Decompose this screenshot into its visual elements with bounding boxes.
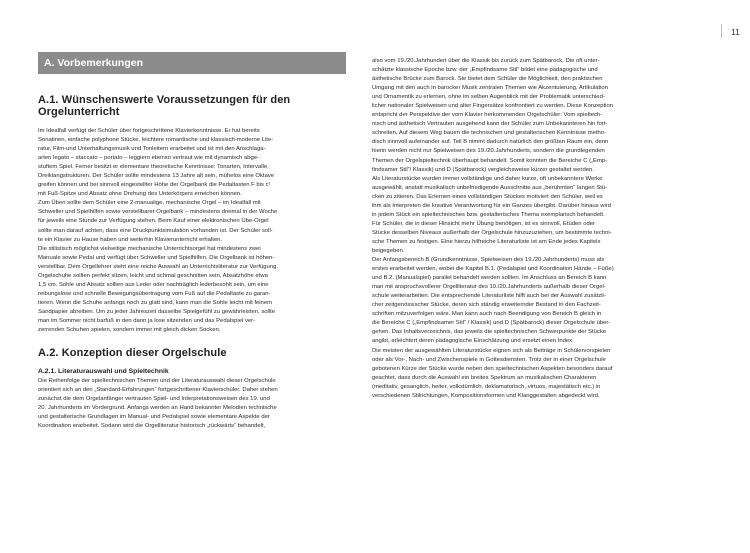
text-line: licher nationaler Spielweisen und alter Fingersätze konfrontiert zu werden. Diese Konzeption — [372, 103, 613, 110]
text-line: Schweller und Spielhilfen sowie verstellbarer Orgelbank – mindestens dreimal in der Woche — [38, 209, 278, 216]
text-line: Umgang mit den auch in barocker Musik zentralen Themen wie Akzentuierung, Artikulation — [372, 85, 608, 92]
text-line: nisch und ästhetisch Vertrauten ausgehend kann der Schüler zum Unbekannteren hin fort- — [372, 121, 608, 128]
text-line: verstellbar. Dem Orgellehrer steht eine reiche Auswahl an Unterrichtsliteratur zur Verfügung. — [38, 263, 278, 270]
text-line: zerrenden Schuhen spielen, sondern immer mit gleich dicken Socken. — [38, 327, 221, 334]
text-line: greifen können und bei sinnvoll eingestellter Höhe der Orgelbank die Pedaltasten F bis c¹ — [38, 182, 271, 189]
text-line: beigegeben. — [372, 247, 405, 254]
a2-heading: A.2. Konzeption dieser Orgelschule — [38, 347, 227, 360]
text-line: erstes erarbeitet werden, wobei die Kapitel B.1. (Pedalspiel und Koordination Hände – Füße) — [372, 266, 614, 273]
a21-heading: A.2.1. Literaturauswahl und Spieltechnik — [38, 368, 169, 376]
text-line: man mit anspruchsvollerer Orgelliteratur des 19./20.Jahrhunderts außerhalb dieser Orgel- — [372, 284, 606, 291]
text-line: Sandpapier abreiben. Um zu jeder Jahreszeit dasselbe Spielgefühl zu gewährleisten, sollte — [38, 308, 276, 315]
text-line: Die meisten der ausgewählten Literaturstücke eignen sich als Beiträge in Schülervorspielen — [372, 347, 611, 354]
a1-heading: A.1. Wünschenswerte Voraussetzungen für den Orgelunterricht — [38, 94, 291, 118]
text-line: ratur, Film-und Unterhaltungsmusik und Tonleitern erarbeitet und ist mit den Anschlaga- — [38, 146, 266, 153]
text-line: Die stilistisch möglichst vielseitige mechanische Unterrichtsorgel hat mindestens zwei — [38, 245, 261, 252]
text-line: ausgewählt, anstatt musikalisch unbefriedigende Ausschnitte aus „berühmten“ langen Stü- — [372, 184, 608, 191]
text-line: Der Anfangsbereich B (Grundkenntnisse, Spielweisen des 19./20.Jahrhunderts) muss als — [372, 257, 605, 264]
text-line: Dreiklangstrukturen. Der Schüler sollte mindestens 13 Jahre alt sein, mühelos eine Oktave — [38, 173, 275, 180]
text-line: (meditativ, gesanglich, heiter, volkstümlich, deklamatorisch, virtuos, majestätisch etc.) in — [372, 383, 601, 390]
a1-paragraph — [38, 127, 346, 335]
text-line: gehen. Das Inhaltsverzeichnis, das jeweils die spieltechnischen Schwerpunkte der Stücke — [372, 329, 607, 336]
text-line: gebotenen Kürze der Stücke wurde neben den spieltechnischen Aspekten besonders darauf — [372, 365, 613, 372]
text-line: in jedem Stück ein spieltechnisches bzw. gestalterisches Thema exemplarisch behandelt. — [372, 211, 605, 218]
a21-paragraph — [38, 377, 346, 431]
text-line: sollte man darauf achten, dass eine Druckpunktsimulation vorhanden ist. Der Schüler soll- — [38, 227, 273, 234]
text-line: mit Fuß-Spitze und Absatz ohne Drehung des Unterkörpers erreichen können. — [38, 191, 242, 198]
text-line: oder als Vor-, Nach- und Zwischenspiele in Gottesdiensten. Trotz der in einer Orgelschule — [372, 356, 606, 363]
text-line: die Bereiche C („Empfindsamer Stil“ / Klassik) und D (Spätbarock) dieser Orgelschule über- — [372, 320, 611, 327]
text-line: Zum Üben sollte dem Schüler eine 2-manualige, mechanische Orgel – im Idealfall mit — [38, 200, 261, 207]
text-line: disch sinnvoll aufeinander auf. Teil B nimmt dadurch natürlich den größten Raum ein, denn — [372, 139, 609, 146]
text-line: Koordination erarbeitet. Sodann wird die Orgelliteratur historisch „rückwärts“ behandelt, — [38, 423, 266, 430]
text-line: und B.2. (Manualspiel) parallel behandelt werden sollten. Im Anschluss an Bereich B kann — [372, 275, 607, 282]
text-line: und Ornamentik zu erlernen, ohne im selben Augenblick mit der Problematik unterschied- — [372, 94, 605, 101]
text-line: findsamer Stil“/ Klassik) und D (Spätbarock) vergleichsweise kürzer gestaltet werden. — [372, 166, 594, 173]
right-column — [372, 57, 690, 401]
text-line: ihm als Interpreten die kreative Verantwortung für ein Ganzes übergibt. Darüber hinaus wird — [372, 202, 612, 209]
text-line: Als Literaturstücke wurden immer vollständige und daher kurze, oft unbekanntere Werke — [372, 175, 603, 182]
text-line: man im Sommer nicht barfuß in den dann ja lose sitzenden und das Pedalspiel ver- — [38, 317, 256, 324]
text-line: angibt, erleichtert deren pädagogische Einschätzung und ersetzt einen Index. — [372, 338, 574, 345]
text-line: zunächst die dem Orgelanfänger vertrauten Spiel- und Interpretationsweisen des 19. und — [38, 396, 270, 403]
text-line: Die Reihenfolge der spieltechnischen Themen und der Literaturauswahl dieser Orgelschule — [38, 378, 276, 385]
text-line: also vom 19./20.Jahrhundert über die Klassik bis zurück zum Spätbarock. Die oft unter- — [372, 58, 600, 64]
text-line: cher zeitgenössischer Stücke, deren sich ständig erweiternder Bestand in den Fachzeit- — [372, 302, 601, 309]
text-line: Stücke desselben Niveaus außerhalb der Orgelschule hinzuzuziehen, um bestimmte techni- — [372, 229, 612, 236]
text-line: geachtet, dass durch die Auswahl ein breites Spektrum an musikalischen Charakteren — [372, 374, 597, 381]
text-line: stuftem Spiel. Ferner besitzt er elementare theoretische Kenntnisse: Tonarten, Intervalle, — [38, 164, 269, 171]
text-line: te ein Klavier zu Hause haben und weiterhin Klavierunterricht erhalten. — [38, 236, 223, 243]
text-line: schriften mitzuverfolgen wäre. Man kann auch nach Beendigung von Bereich B gleich in — [372, 311, 602, 318]
text-line: Im Idealfall verfügt der Schüler über fortgeschrittene Klavierkenntnisse. Er hat bereits — [38, 128, 260, 134]
text-line: hierin werden nicht nur Spielweisen des 19./20.Jahrhunderts, sondern die grundlegenden — [372, 148, 605, 155]
text-line: 1,5 cm. Sohle und Absatz sollten aus Leder oder nachträglich lederbesohlt sein, um eine — [38, 281, 269, 288]
header-rule — [721, 24, 722, 38]
text-line: 20. Jahrhunderts im Vordergrund. Anfangs werden an Hand bekannter Melodien technische — [38, 405, 277, 412]
text-line: orientiert sich an den „Standard-Erfahrungen“ fortgeschrittener Klavierschüler. Daher stehen — [38, 387, 278, 394]
text-line: ästhetische Brücke zum Barock. Sie bietet dem Schüler die Möglichkeit, den praktischen — [372, 76, 603, 83]
text-line: Orgelschuhe sollten perfekt sitzen, leicht und schmal geschnitten sein, Absatzhöhe etwa — [38, 272, 268, 279]
text-line: reibungslose und schnelle Bewegungsübertragung vom Fuß auf die Pedaltaste zu garan- — [38, 290, 271, 297]
text-line: cken zu zitieren. Das Erlernen eines vollständigen Stückes motiviert den Schüler, weil es — [372, 193, 603, 200]
text-line: und gestalterische Grundlagen im Manual- und Pedalspiel sowie elementare Aspekte der — [38, 414, 270, 421]
text-line: schule weiterarbeiten. Die entsprechende Literaturliste hilft auch bei der Auswahl zusätzli- — [372, 293, 606, 300]
text-line: arten legato – staccato – portato – leggiero ebenso vertraut wie mit dynamisch abge- — [38, 155, 260, 162]
text-line: tieren. Wenn die Schuhe anfangs noch zu glatt sind, kann man die Sohle leicht mit feinem — [38, 299, 273, 306]
text-line: schätzte klassische Epoche bzw. der „Empfindsame Stil“ bildet eine pädagogische und — [372, 67, 598, 74]
right-column-paragraph — [372, 57, 690, 401]
text-line: für jeweils eine Stunde zur Verfügung stehen. Beim Kauf einer elektronischen Übe-Orgel — [38, 218, 269, 225]
text-line: entspricht der Perspektive der vom Klavier herkommenden Orgelschüler: Vom spieltech- — [372, 112, 603, 119]
text-line: Für Schüler, die in dieser Hinsicht mehr Übung benötigen, ist es sinnvoll, Etüden oder — [372, 220, 595, 227]
text-line: Sonatinen, einfache polyphone Stücke, leichtere romantische und klassisch-moderne Lite- — [38, 137, 274, 144]
text-line: verschiedenen Stilrichtungen, Kompositionsformen und Klanggestalten abgedeckt wird. — [372, 392, 600, 399]
text-line: Themen der Orgelspieltechnik überhaupt behandelt. Somit konnten die Bereiche C („Emp- — [372, 157, 608, 164]
left-column — [38, 52, 346, 431]
text-line: schreiten. Auf diesem Weg bauen die technischen und gestalterischen Kenntnisse metho- — [372, 130, 607, 137]
text-line: Manuale sowie Pedal und verfügt über Schweller und Spielhilfen. Die Orgelbank ist höhen- — [38, 254, 275, 261]
text-line: sche Themen zu festigen. Eine hierzu hilfreiche Literaturliste ist am Ende jedes Kapitels — [372, 238, 601, 245]
section-title-bar: A. Vorbemerkungen — [38, 52, 346, 74]
page-number: 11 — [731, 27, 740, 37]
